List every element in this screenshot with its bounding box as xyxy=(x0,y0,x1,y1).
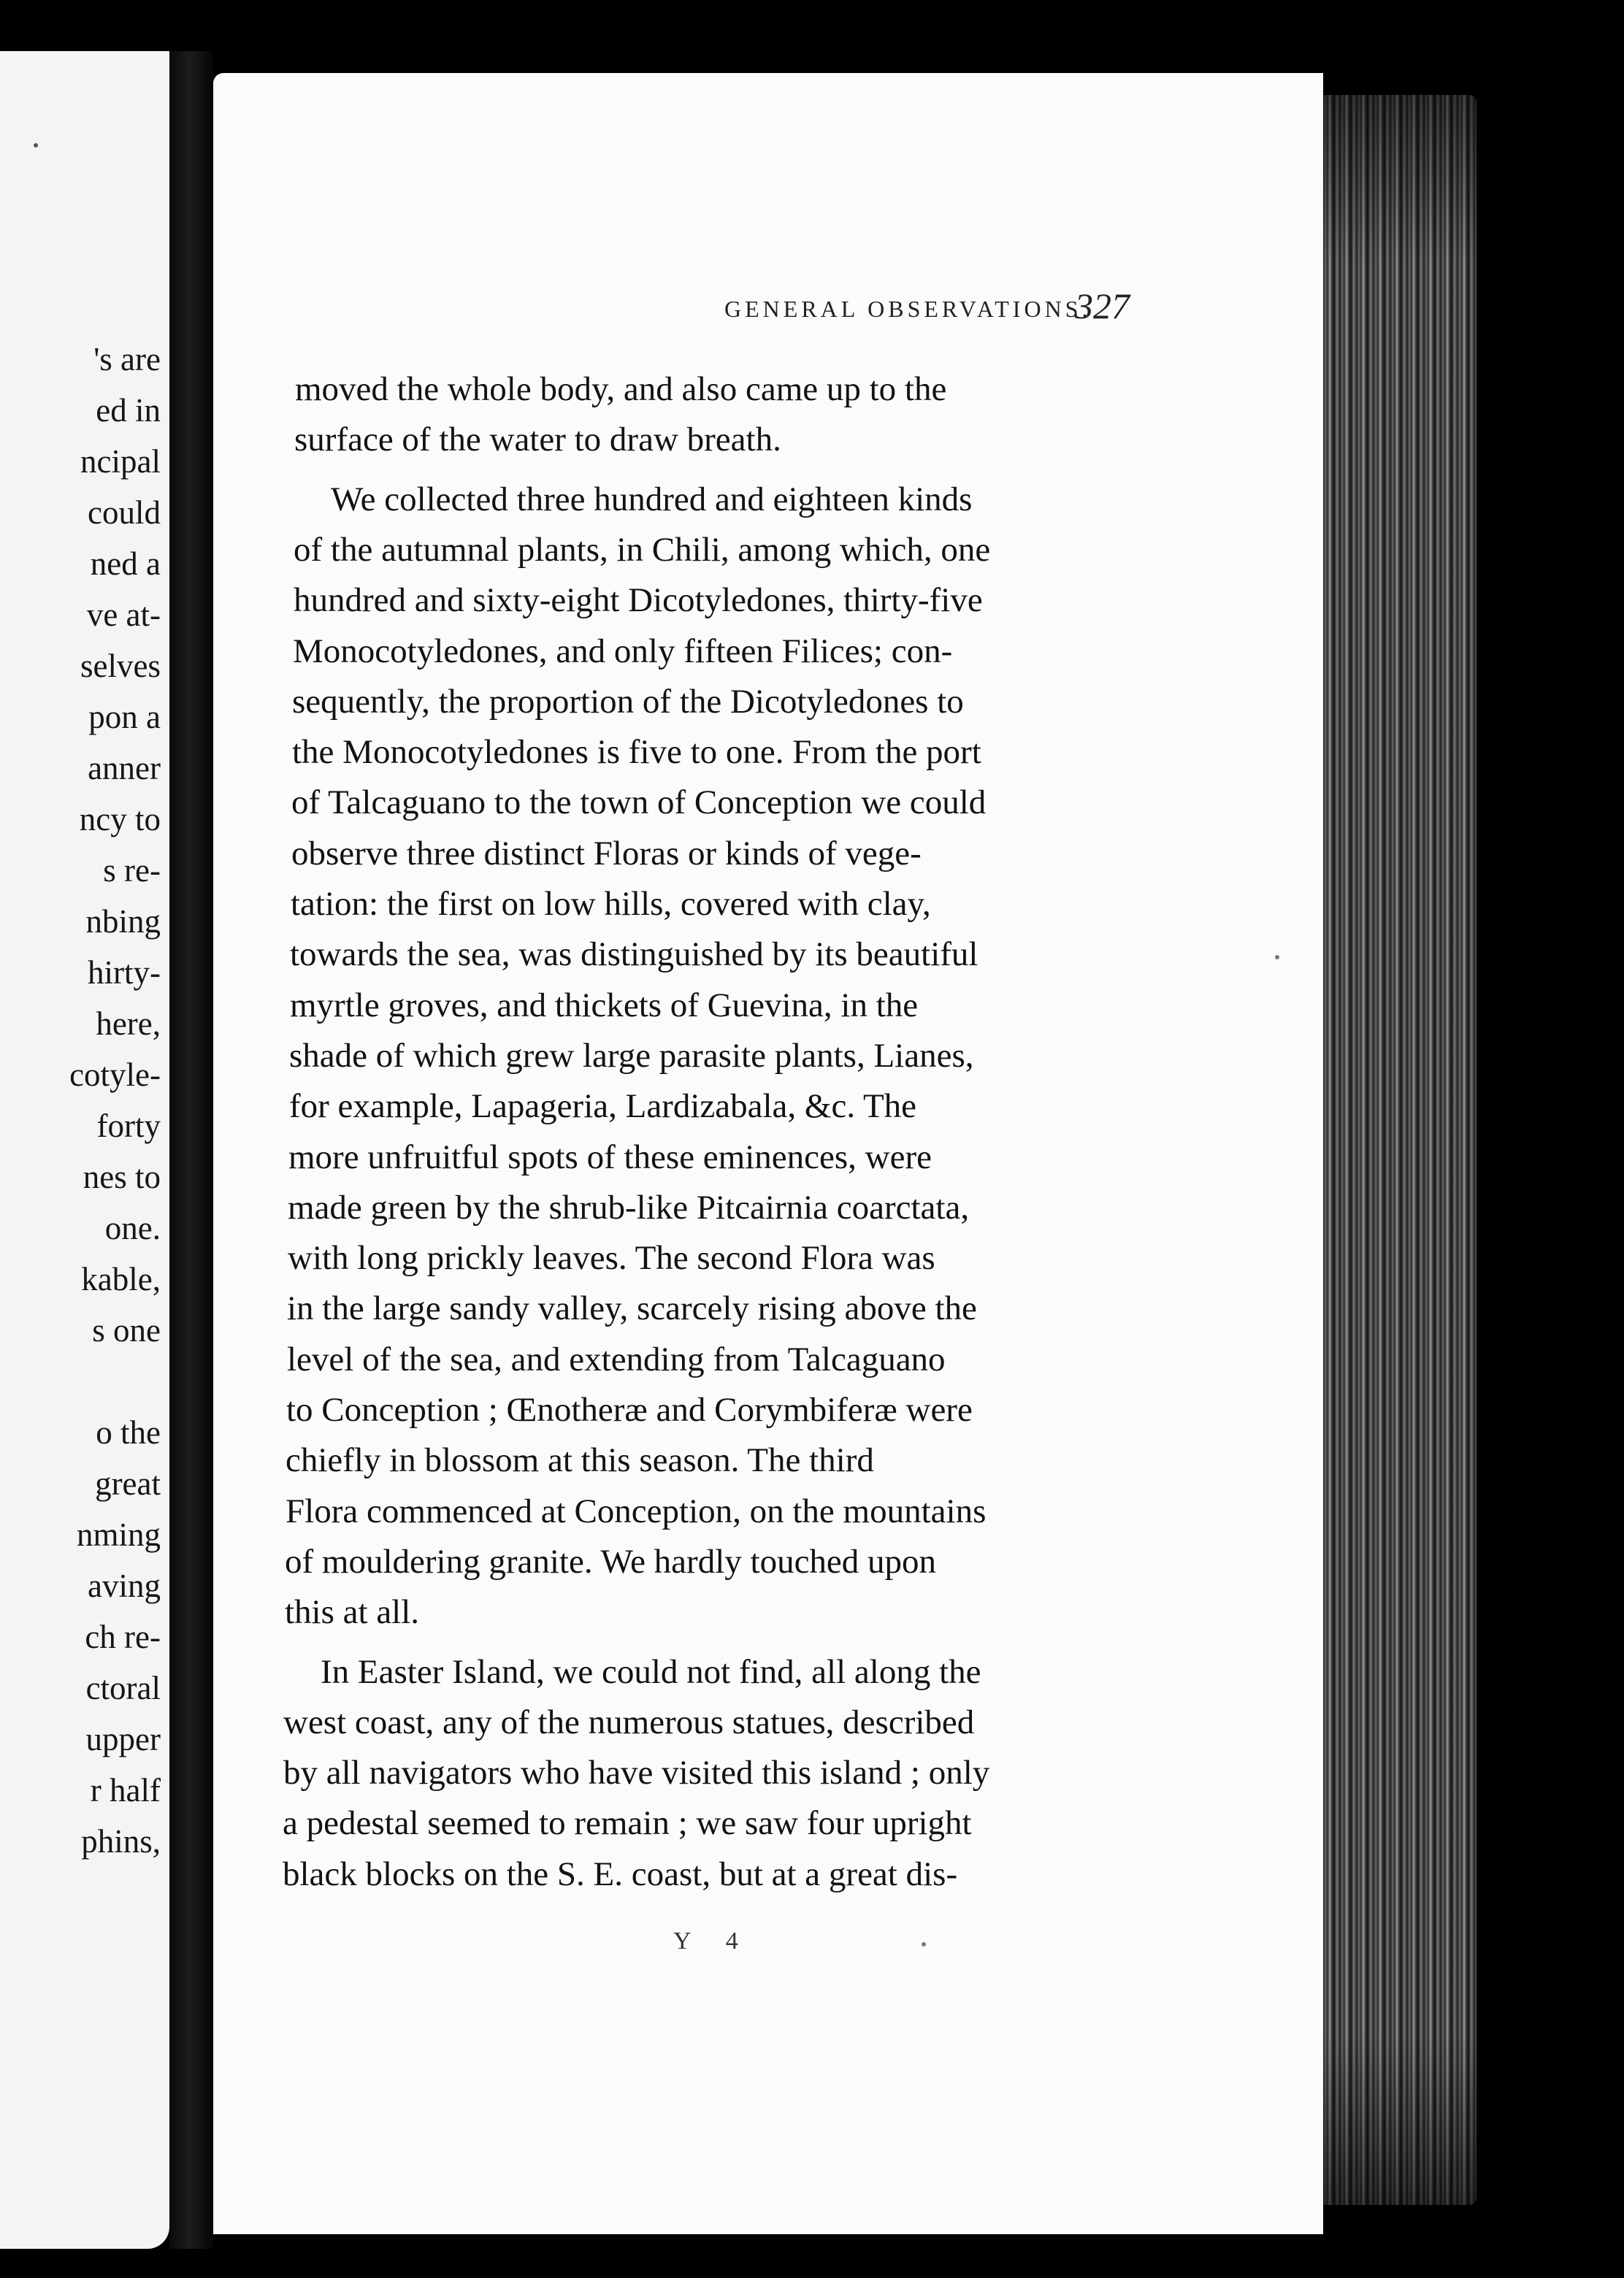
left-page-line: aving xyxy=(88,1568,161,1604)
left-page-line: here, xyxy=(96,1005,161,1042)
body-line: towards the sea, was distinguished by its beautiful xyxy=(290,935,978,974)
left-page-line: hirty- xyxy=(88,954,161,991)
ink-speck xyxy=(34,143,38,147)
body-line: surface of the water to draw breath. xyxy=(294,421,781,459)
left-page-line: o the xyxy=(96,1414,161,1451)
left-page-line: r half xyxy=(90,1772,161,1809)
body-line: this at all. xyxy=(285,1593,420,1632)
left-page-line: great xyxy=(95,1465,161,1502)
body-line: observe three distinct Floras or kinds of vege- xyxy=(291,834,922,873)
body-line: of mouldering granite. We hardly touched upon xyxy=(285,1542,937,1581)
body-line: We collected three hundred and eighteen kinds xyxy=(331,480,973,518)
page-number: 327 xyxy=(1075,285,1130,326)
running-head: GENERAL OBSERVATIONS. xyxy=(724,296,1092,322)
left-page-line: selves xyxy=(80,648,161,684)
body-line: to Conception ; Œnotheræ and Corymbiferæ were xyxy=(286,1391,973,1429)
book-gutter xyxy=(169,51,213,2249)
body-line: west coast, any of the numerous statues, described xyxy=(283,1703,975,1741)
left-facing-page xyxy=(0,51,169,2249)
left-page-line: could xyxy=(88,494,161,531)
left-page-line: ve at- xyxy=(86,597,161,633)
body-line: of the autumnal plants, in Chili, among which, one xyxy=(294,530,991,569)
body-line: moved the whole body, and also came up to the xyxy=(295,370,947,408)
left-page-line: nming xyxy=(76,1516,161,1553)
left-page-line: nbing xyxy=(85,903,161,940)
left-page-line: s one xyxy=(92,1312,161,1349)
left-page-line: ed in xyxy=(96,392,161,429)
left-page-line: phins, xyxy=(81,1823,161,1860)
signature-mark: Y 4 xyxy=(673,1928,753,1955)
body-line: myrtle groves, and thickets of Guevina, in the xyxy=(290,986,919,1024)
left-page-line: s re- xyxy=(103,852,161,889)
body-line: tation: the first on low hills, covered with clay, xyxy=(291,885,931,923)
body-line: chiefly in blossom at this season. The third xyxy=(286,1441,874,1480)
left-page-line: ncy to xyxy=(79,801,161,837)
body-line: shade of which grew large parasite plants, Lianes, xyxy=(289,1036,974,1075)
body-line: for example, Lapageria, Lardizabala, &c. The xyxy=(289,1087,917,1126)
left-page-line: ctoral xyxy=(85,1670,161,1706)
left-page-line: 's are xyxy=(93,341,161,377)
ink-speck xyxy=(1275,955,1279,959)
body-line: the Monocotyledones is five to one. From the port xyxy=(292,733,981,772)
body-line: made green by the shrub-like Pitcairnia coarctata, xyxy=(288,1188,970,1227)
body-line: a pedestal seemed to remain ; we saw four upright xyxy=(283,1804,972,1843)
left-page-line: forty xyxy=(96,1108,161,1144)
body-line: of Talcaguano to the town of Conception we could xyxy=(291,783,987,822)
book-fore-edge xyxy=(1323,95,1476,2205)
ink-speck xyxy=(922,1942,926,1947)
body-line: Monocotyledones, and only fifteen Filices; con- xyxy=(293,632,953,670)
left-page-line: ncipal xyxy=(80,443,161,480)
body-line: level of the sea, and extending from Talcaguano xyxy=(287,1340,946,1378)
body-line: sequently, the proportion of the Dicotyledones to xyxy=(292,682,964,721)
left-page-line: ch re- xyxy=(85,1619,161,1655)
left-page-line: upper xyxy=(85,1721,161,1757)
left-page-line: anner xyxy=(88,750,161,786)
body-line: hundred and sixty-eight Dicotyledones, thirty-five xyxy=(294,581,983,620)
body-line: black blocks on the S. E. coast, but at a great dis- xyxy=(283,1855,958,1893)
left-page-line: kable, xyxy=(81,1261,161,1297)
left-page-line: cotyle- xyxy=(69,1056,161,1093)
left-page-line: pon a xyxy=(88,699,161,735)
body-line: by all navigators who have visited this island ; only xyxy=(283,1754,990,1792)
left-page-line: nes to xyxy=(83,1159,161,1195)
left-page-line: ned a xyxy=(90,545,161,582)
body-line: more unfruitful spots of these eminences, were xyxy=(288,1138,932,1176)
main-page xyxy=(213,73,1323,2234)
body-line: in the large sandy valley, scarcely rising above the xyxy=(287,1289,977,1328)
body-line: Flora commenced at Conception, on the mountains xyxy=(286,1492,987,1530)
left-page-line: one. xyxy=(104,1210,161,1246)
body-line: In Easter Island, we could not find, all along the xyxy=(321,1652,981,1691)
body-line: with long prickly leaves. The second Flora was xyxy=(288,1239,935,1278)
